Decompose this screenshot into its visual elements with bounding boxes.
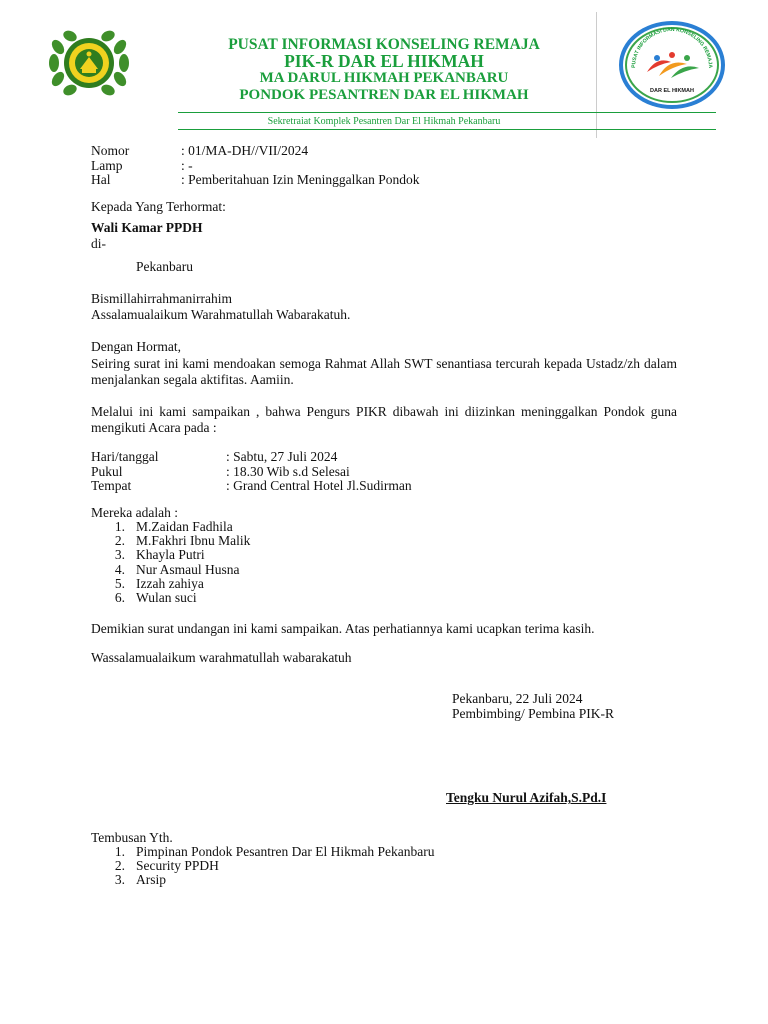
list-item: 1. Pimpinan Pondok Pesantren Dar El Hikmah Pekanbaru [114, 844, 435, 859]
salam-opening: Assalamualaikum Warahmatullah Wabarakatuh. [91, 307, 351, 322]
cc-list [114, 844, 435, 888]
org-title: PIK-R DAR EL HIKMAH [284, 51, 484, 71]
basmalah: Bismillahirrahmanirrahim [91, 291, 232, 306]
madrasah-logo [44, 27, 134, 99]
list-item: 4. Nur Asmaul Husna [114, 561, 240, 577]
signer-name: Tengku Nurul Azifah,S.Pd.I [446, 790, 607, 805]
list-item: 3. Arsip [114, 872, 166, 888]
closing-statement: Demikian surat undangan ini kami sampaikan. Atas perhatiannya kami ucapkan terima kasih. [91, 621, 595, 636]
place-label: Tempat [91, 478, 132, 493]
header-divider-vertical [596, 12, 597, 138]
list-item: 1. M.Zaidan Fadhila [114, 519, 233, 534]
lamp-value: : - [181, 157, 193, 173]
event-details [91, 450, 591, 494]
pesantren-name: PONDOK PESANTREN DAR EL HIKMAH [239, 87, 529, 103]
list-item: 2. Security PPDH [114, 858, 219, 874]
logo-arc-text: PUSAT INFORMASI DAN KONSELING REMAJA [630, 26, 714, 69]
org-name-line: PUSAT INFORMASI KONSELING REMAJA [228, 36, 540, 53]
members-list [114, 519, 251, 606]
header-rule-top [178, 112, 716, 113]
secretariat-address: Sekretraiat Komplek Pesantren Dar El Hikmah Pekanbaru [267, 116, 501, 127]
nomor-value: : 01/MA-DH//VII/2024 [181, 143, 309, 158]
signer-role: Pembimbing/ Pembina PIK-R [452, 706, 614, 721]
list-item: 5. Izzah zahiya [114, 575, 204, 591]
pikr-logo [617, 20, 727, 110]
list-item: 2. M.Fakhri Ibnu Malik [114, 533, 251, 549]
nomor-label: Nomor [91, 143, 130, 158]
time-label: Pukul [91, 463, 123, 479]
header-rule-bottom [178, 129, 716, 130]
members-intro: Mereka adalah : [91, 505, 178, 520]
hal-label: Hal [91, 172, 111, 187]
day-value: : Sabtu, 27 Juli 2024 [226, 449, 338, 464]
recipient-name: Wali Kamar PPDH [91, 220, 203, 235]
cc-title: Tembusan Yth. [91, 830, 173, 845]
list-item: 3. Khayla Putri [114, 547, 205, 563]
letter-meta [91, 144, 691, 188]
recipient-greeting: Kepada Yang Terhormat: [91, 199, 226, 214]
recipient-city: Pekanbaru [136, 259, 193, 274]
day-label: Hari/tanggal [91, 449, 159, 464]
lamp-label: Lamp [91, 157, 123, 173]
time-value: : 18.30 Wib s.d Selesai [226, 463, 350, 479]
place-value: : Grand Central Hotel Jl.Sudirman [226, 478, 412, 493]
permission-paragraph: Melalui ini kami sampaikan , bahwa Pengurs PIKR dibawah ini diizinkan meninggalkan Pondok guna mengikuti Acara pada : [91, 404, 677, 435]
opening-paragraph: Seiring surat ini kami mendoakan semoga Rahmat Allah SWT senantiasa tercurah kepada Ustadz/zh dalam menjalankan segala aktifitas. Aamiin. [91, 356, 677, 387]
salam-closing: Wassalamualaikum warahmatullah wabarakatuh [91, 650, 352, 665]
logo-label: DAR EL HIKMAH [650, 88, 694, 94]
place-date: Pekanbaru, 22 Juli 2024 [452, 691, 583, 706]
recipient-di: di- [91, 236, 106, 251]
school-name: MA DARUL HIKMAH PEKANBARU [259, 70, 509, 86]
dengan-hormat: Dengan Hormat, [91, 339, 181, 354]
list-item: 6. Wulan suci [114, 590, 197, 606]
hal-value: : Pemberitahuan Izin Meninggalkan Pondok [181, 172, 420, 187]
